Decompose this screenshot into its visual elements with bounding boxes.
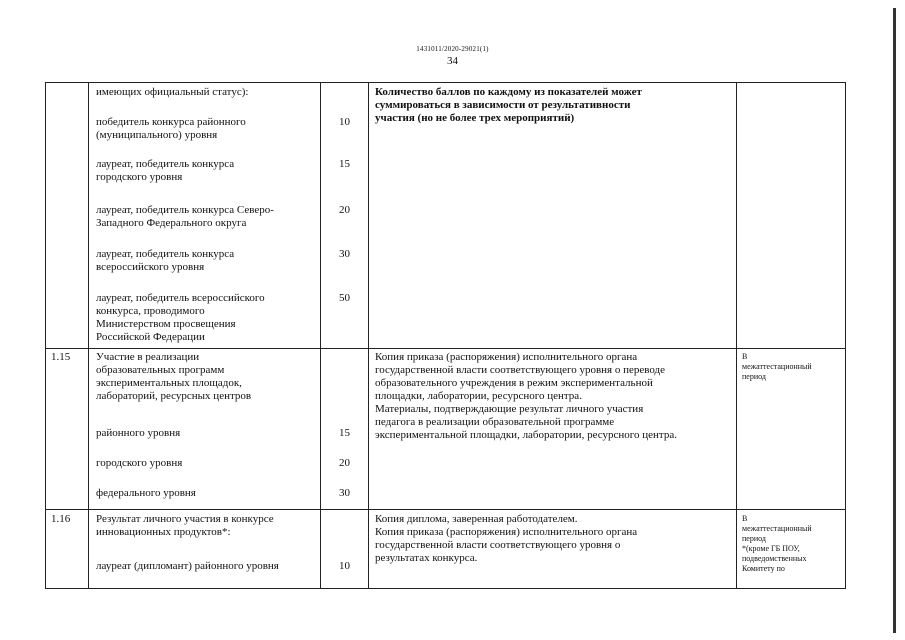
criterion-line: Министерством просвещения: [96, 318, 236, 330]
criterion-title: инновационных продуктов*:: [96, 526, 231, 538]
points-value: 10: [339, 116, 350, 128]
points-value: 50: [339, 292, 350, 304]
criterion-line: Западного Федерального округа: [96, 217, 247, 229]
documents-text: педагога в реализации образовательной программе: [375, 416, 615, 428]
criterion-line: (муниципального) уровня: [96, 129, 218, 141]
criterion-title: Результат личного участия в конкурсе: [96, 513, 274, 525]
documents-text: Копия приказа (распоряжения) исполнительного органа: [375, 526, 638, 538]
period-text: период: [742, 372, 766, 381]
documents-text: государственной власти соответствующего уровня о: [375, 539, 621, 551]
period-text: *(кроме ГБ ПОУ,: [742, 544, 800, 553]
page-number: 34: [447, 55, 458, 67]
points-value: 15: [339, 427, 350, 439]
column-divider: [88, 82, 89, 589]
points-value: 20: [339, 457, 350, 469]
table-border-top: [45, 82, 846, 83]
criterion-line: всероссийского уровня: [96, 261, 205, 273]
row-divider: [45, 509, 846, 510]
points-value: 30: [339, 487, 350, 499]
points-value: 20: [339, 204, 350, 216]
column-divider: [736, 82, 737, 589]
criterion-title: Участие в реализации: [96, 351, 200, 363]
scoring-note: Количество баллов по каждому из показателей может: [375, 86, 642, 98]
column-divider: [45, 82, 46, 589]
document-code: 1431011/2020-29021(1): [416, 45, 489, 53]
period-text: В: [742, 352, 748, 361]
points-value: 15: [339, 158, 350, 170]
scoring-note: суммироваться в зависимости от результативности: [375, 99, 631, 111]
period-text: подведомственных: [742, 554, 807, 563]
period-text: период: [742, 534, 766, 543]
scan-edge-mark: [893, 8, 896, 633]
points-value: 10: [339, 560, 350, 572]
period-text: Комитету по: [742, 564, 785, 573]
criterion-line: лауреат (дипломант) районного уровня: [96, 560, 279, 572]
criterion-line: лауреат, победитель конкурса: [96, 158, 235, 170]
criterion-line: лауреат, победитель всероссийского: [96, 292, 265, 304]
criterion-line: конкурса, проводимого: [96, 305, 205, 317]
period-text: В: [742, 514, 748, 523]
criterion-title: экспериментальных площадок,: [96, 377, 242, 389]
row-number: 1.16: [51, 513, 71, 525]
documents-text: образовательного учреждения в режим экспериментальной: [375, 377, 653, 389]
documents-text: государственной власти соответствующего уровня о переводе: [375, 364, 666, 376]
table-border-bottom: [45, 588, 846, 589]
documents-text: Материалы, подтверждающие результат личного участия: [375, 403, 644, 415]
criterion-line: федерального уровня: [96, 487, 196, 499]
period-text: межаттестационный: [742, 524, 812, 533]
documents-text: результатах конкурса.: [375, 552, 478, 564]
documents-text: экспериментальной площадки, лаборатории, ресурсного центра.: [375, 429, 677, 441]
points-value: 30: [339, 248, 350, 260]
criterion-title: лабораторий, ресурсных центров: [96, 390, 252, 402]
column-divider: [368, 82, 369, 589]
table-border-right: [845, 82, 846, 589]
column-divider: [320, 82, 321, 589]
criterion-line: победитель конкурса районного: [96, 116, 246, 128]
criterion-line: Российской Федерации: [96, 331, 205, 343]
criterion-title: образовательных программ: [96, 364, 225, 376]
criterion-line: лауреат, победитель конкурса: [96, 248, 235, 260]
documents-text: площадки, лаборатории, ресурсного центра.: [375, 390, 582, 402]
period-text: межаттестационный: [742, 362, 812, 371]
scoring-note: участия (но не более трех мероприятий): [375, 112, 575, 124]
row-divider: [45, 348, 846, 349]
documents-text: Копия диплома, заверенная работодателем.: [375, 513, 578, 525]
criterion-line: городского уровня: [96, 457, 183, 469]
criterion-line: районного уровня: [96, 427, 181, 439]
section-continuation-text: имеющих официальный статус):: [96, 86, 249, 98]
documents-text: Копия приказа (распоряжения) исполнительного органа: [375, 351, 638, 363]
row-number: 1.15: [51, 351, 71, 363]
criterion-line: лауреат, победитель конкурса Северо-: [96, 204, 274, 216]
criterion-line: городского уровня: [96, 171, 183, 183]
